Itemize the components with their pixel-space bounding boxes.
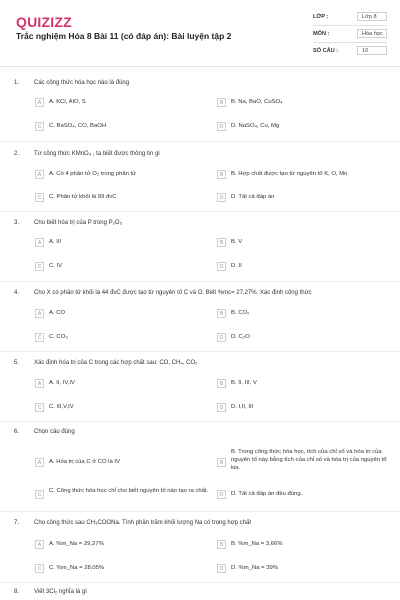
option-a[interactable] [35,98,195,107]
option-letter-box: D [217,333,226,342]
option-text: B. Na, BaO, CuSO₄ [231,99,283,105]
option-b[interactable] [217,448,391,472]
question-text: Cho X có phân tử khối là 44 đvC được tạo từ nguyên tố C và O. Biết %mc= 27,27%. Xác định công thức [34,290,312,296]
option-letter-box: C [35,490,44,499]
option-text: C. %m_Na = 28,05% [49,565,105,571]
option-letter-box: D [217,122,226,131]
option-letter-box: C [35,262,44,271]
option-b[interactable] [217,379,387,388]
option-letter-box: B [217,98,226,107]
question-number: 8. [14,589,20,595]
question-text: Chọn câu đúng [34,429,75,435]
option-text: C. CO₃ [49,334,68,340]
option-d[interactable] [217,122,387,131]
option-c[interactable] [35,193,195,202]
option-letter-box: D [217,262,226,271]
option-text: D. I,II, III [231,404,254,410]
worksheet-title: Trắc nghiệm Hóa 8 Bài 11 (có đáp án): Bài luyện tập 2 [16,31,232,41]
option-text: B. Trong công thức hóa học, tích của chỉ số và hóa trị của nguyên tố này bằng tích của chỉ số và hóa trị của nguyên tố kia. [231,449,387,471]
question-text: Các công thức hóa học nào là đúng [34,80,130,86]
count-label: SỐ CÂU : [313,48,339,54]
option-c[interactable] [35,403,195,412]
option-text: C. IV [49,263,63,269]
option-d[interactable] [217,333,387,342]
option-c[interactable] [35,262,195,271]
option-letter-box: B [217,540,226,549]
option-text: A. Có 4 phân tử O₂ trong phân tử [49,171,137,177]
worksheet-header [0,0,400,67]
option-letter-box: D [217,564,226,573]
option-d[interactable] [217,193,387,202]
count-value: 10 [357,46,387,55]
option-d[interactable] [217,490,387,499]
subject-label: MÔN : [313,31,330,37]
option-letter-box: B [217,238,226,247]
option-text: D. %m_Na = 39% [231,565,278,571]
option-text: C. Công thức hóa học chỉ cho biết nguyên tố nào tạo ra chất. [49,488,209,494]
class-label: LỚP : [313,14,329,20]
option-text: D. II [231,263,242,269]
option-c[interactable] [35,333,195,342]
option-text: A. III [49,239,62,245]
option-letter-box: C [35,403,44,412]
subject-value: Hóa học [357,29,387,38]
option-text: A. KCl, AlO, S [49,99,86,105]
option-text: D. C₂O [231,334,250,340]
option-letter-box: A [35,170,44,179]
option-letter-box: B [217,170,226,179]
question-number: 6. [14,429,20,435]
option-letter-box: A [35,238,44,247]
quizizz-logo: QUIZIZZ [16,14,72,30]
option-a[interactable] [35,238,195,247]
option-c[interactable] [35,564,195,573]
option-d[interactable] [217,262,387,271]
question-divider [0,582,400,583]
option-text: A. Hóa trị của C ở CO là IV [49,459,120,465]
option-letter-box: A [35,379,44,388]
option-a[interactable] [35,309,195,318]
question-divider [0,421,400,422]
option-a[interactable] [35,540,195,549]
question-number: 2. [14,151,20,157]
option-letter-box: A [35,458,44,467]
option-letter-box: D [217,403,226,412]
option-letter-box: A [35,98,44,107]
option-b[interactable] [217,309,387,318]
option-b[interactable] [217,540,387,549]
option-b[interactable] [217,238,387,247]
question-number: 5. [14,360,20,366]
option-d[interactable] [217,564,387,573]
option-letter-box: D [217,193,226,202]
question-divider [0,351,400,352]
option-text: B. CO₂ [231,310,250,316]
option-text: D. Tất cả đáp án đều đúng. [231,491,303,497]
meta-divider [313,25,387,26]
option-b[interactable] [217,170,387,179]
option-letter-box: C [35,564,44,573]
option-letter-box: C [35,193,44,202]
option-b[interactable] [217,98,387,107]
question-divider [0,211,400,212]
option-text: D. Tất cả đáp án [231,194,275,200]
question-number: 3. [14,220,20,226]
option-a[interactable] [35,170,195,179]
class-value: Lớp 8 [357,12,387,21]
option-text: A. CO [49,310,66,316]
question-number: 7. [14,520,20,526]
question-text: Từ công thức KMnO₄ , ta biết được thông tin gì [34,151,160,157]
option-d[interactable] [217,403,387,412]
option-a[interactable] [35,379,195,388]
option-text: C. III,V,IV [49,404,74,410]
option-text: A. %m_Na = 29,27% [49,541,104,547]
option-text: C. Phân tử khối là 99 đvC [49,194,117,200]
question-text: Cho biết hóa trị của P trong P₂O₅ [34,220,123,226]
option-text: B. V [231,239,243,245]
option-text: D. NaSO₄, Cu, Mg [231,123,280,129]
question-text: Xác định hóa trị của C trong các hợp chất sau: CO, CH₄, CO₂ [34,360,198,366]
question-number: 4. [14,290,20,296]
option-text: B. II, III, V [231,380,257,386]
option-letter-box: B [217,379,226,388]
question-divider [0,511,400,512]
option-text: B. %m_Na = 3,66% [231,541,283,547]
option-c[interactable] [35,487,210,499]
question-divider [0,141,400,142]
question-number: 1. [14,80,20,86]
option-letter-box: B [217,309,226,318]
question-text: Viết 3Cl₂ nghĩa là gì [34,589,87,595]
question-text: Cho công thức sau CH₃COONa. Tính phần trăm khối lượng Na có trong hợp chất [34,520,252,526]
option-text: A. II, IV,IV [49,380,75,386]
option-letter-box: C [35,122,44,131]
option-letter-box: B [217,458,226,467]
option-text: B. Hợp chất được tạo từ nguyên tố K, O, Mn [231,171,348,177]
question-divider [0,281,400,282]
option-letter-box: A [35,540,44,549]
option-letter-box: D [217,490,226,499]
option-text: C. BaSO₄, CO, BaOH [49,123,107,129]
meta-divider [313,42,387,43]
option-c[interactable] [35,122,195,131]
option-letter-box: A [35,309,44,318]
option-a[interactable] [35,458,205,467]
option-letter-box: C [35,333,44,342]
